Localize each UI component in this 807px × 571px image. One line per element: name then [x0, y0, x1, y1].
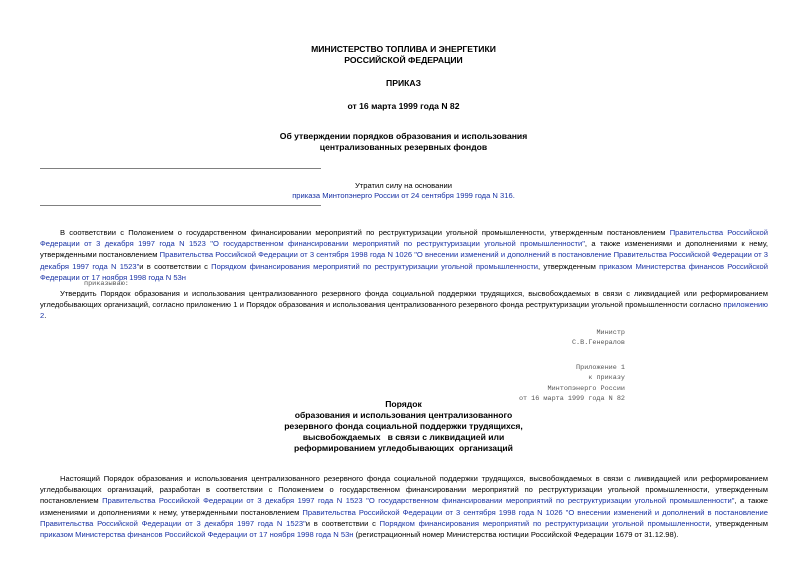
link-decree-1523[interactable]: Правительства Российской Федерации от 3 декабря 1997 года N 1523 "О государственном финансировании мероприятий по реструктуризации угольной промышленности"	[40, 228, 768, 249]
signature-name: С.В.Генералов	[571, 339, 625, 348]
status-note	[0, 181, 807, 201]
signature-position: Министр	[596, 329, 625, 337]
appendix-header-line-1: Приложение 1	[576, 364, 625, 372]
link-appendix-2[interactable]: приложению 2	[40, 300, 768, 321]
preamble-text-3: и в соответствии с	[139, 261, 212, 271]
link-decree-1026[interactable]: Правительства Российской Федерации от 3 сентября 1998 года N 1026 "О внесении изменений и дополнений в постановление Правительства Российской Федерации от 3 декабря 1997 года N 1523"	[40, 250, 768, 271]
link-financing-order[interactable]: Порядком финансирования мероприятий по реструктуризации угольной промышленности	[211, 261, 539, 271]
preamble-paragraph	[40, 227, 768, 283]
doc-title-line-2: централизованных резервных фондов	[319, 142, 488, 152]
doc-title-line-1: Об утверждении порядков образования и использования	[279, 131, 528, 141]
appendix-header	[519, 363, 625, 404]
appendix-text-1: Настоящий Порядок образования и использования централизованного резервного фонда социальной поддержки трудящихся, высвобождаемых в связи с ликвидацией или реформированием угледобывающих организаций, разработан в соответствии с Положением о государственном финансировании мероприятий по реструктуризации угольной промышленности, утвержденным постановлением	[40, 474, 768, 506]
order-word: приказываю:	[84, 280, 129, 288]
appendix-text-4: , утвержденным	[709, 518, 768, 528]
appendix-header-line-4: от 16 марта 1999 года N 82	[518, 394, 625, 403]
appendix-link-decree-1026[interactable]: Правительства Российской Федерации от 3 сентября 1998 года N 1026 "О внесении изменений и дополнений в постановление Правительства Российской Федерации от 3 декабря 1997 года N 1523"	[40, 507, 768, 528]
ministry-name	[0, 44, 807, 66]
preamble-text-1: В соответствии с Положением о государственном финансировании мероприятий по реструктуризации угольной промышленности, утвержденным постановлением	[60, 228, 670, 237]
preamble-text-2: , а также изменениями и дополнениями к нему, утвержденными постановлением	[40, 239, 768, 260]
doc-type: ПРИКАЗ	[386, 78, 421, 88]
order-paragraph	[40, 288, 768, 322]
appendix-title-line-2: образования и использования централизованного	[294, 410, 513, 420]
preamble-text-4: , утвержденным	[538, 261, 600, 271]
ministry-line-1: МИНИСТЕРСТВО ТОПЛИВА И ЭНЕРГЕТИКИ	[311, 44, 496, 54]
ministry-line-2: РОССИЙСКОЙ ФЕДЕРАЦИИ	[344, 55, 463, 65]
appendix-header-line-3: Минтопэнерго России	[547, 384, 625, 393]
order-text-2: .	[44, 311, 47, 321]
appendix-text-3: и в соответствии с	[305, 518, 380, 528]
appendix-text-5: (регистрационный номер Министерства юстиции Российской Федерации 1679 от 31.12.98).	[353, 530, 679, 540]
appendix-title	[0, 399, 807, 454]
order-text-1: Утвердить Порядок образования и использования централизованного резервного фонда социальной поддержки трудящихся, высвобождаемых в связи с ликвидацией или реформированием угледобывающих организаций, согласно приложению 1 и Порядок образования и использования централизованного резервного фонда реструктуризации угольной промышленности согласно	[40, 289, 768, 310]
status-note-text: Утратил силу на основании	[354, 181, 453, 190]
status-note-link[interactable]: приказа Минтопэнерго России от 24 сентября 1999 года N 316.	[292, 191, 515, 200]
link-minfin-order-53n[interactable]: приказом Министерства финансов Российской Федерации от 17 ноября 1998 года N 53н	[40, 261, 769, 282]
signature	[572, 328, 625, 349]
appendix-title-line-5: реформированием угледобывающих организаций	[294, 443, 513, 453]
appendix-title-line-1: Порядок	[385, 399, 422, 409]
doc-date: от 16 марта 1999 года N 82	[347, 101, 460, 111]
appendix-title-line-3: резервного фонда социальной поддержки трудящихся,	[284, 421, 523, 431]
appendix-body-paragraph	[40, 473, 768, 540]
appendix-link-decree-1523[interactable]: Правительства Российской Федерации от 3 декабря 1997 года N 1523 "О государственном финансировании мероприятий по реструктуризации угольной промышленности"	[102, 496, 735, 506]
appendix-link-financing-order[interactable]: Порядком финансирования мероприятий по реструктуризации угольной промышленности	[379, 518, 710, 528]
appendix-text-2: , а также изменениями и дополнениями к нему, утвержденными постановлением	[40, 496, 769, 517]
appendix-title-line-4: высвобождаемых в связи с ликвидацией или	[302, 432, 505, 442]
appendix-header-line-2: к приказу	[588, 374, 625, 383]
divider-top	[40, 168, 321, 169]
appendix-link-minfin-order-53n[interactable]: приказом Министерства финансов Российской Федерации от 17 ноября 1998 года N 53н	[40, 530, 354, 540]
doc-title	[0, 131, 807, 153]
divider-bottom	[40, 205, 321, 206]
